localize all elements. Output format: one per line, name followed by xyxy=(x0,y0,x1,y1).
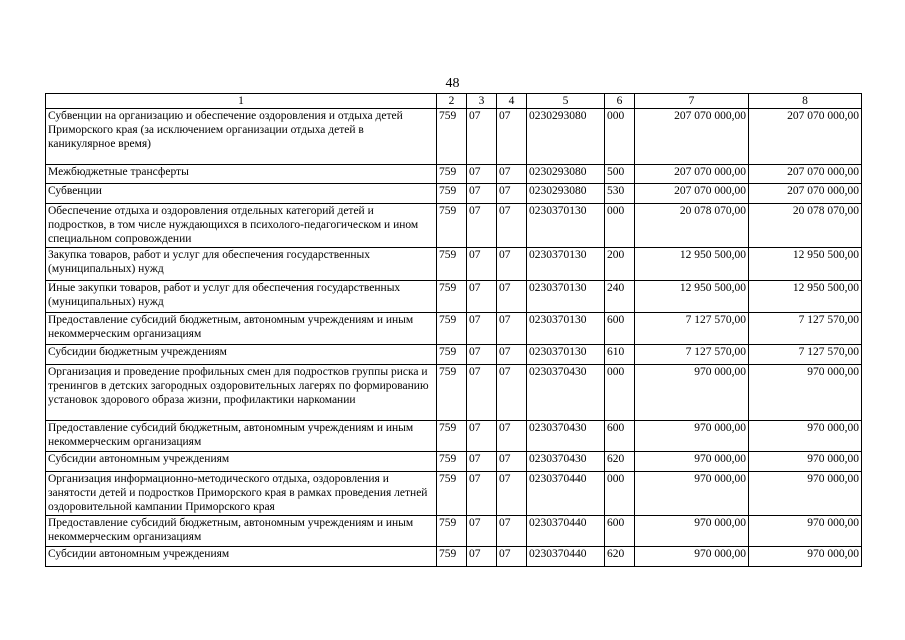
row-col-3: 07 xyxy=(467,365,497,421)
row-amount-8: 970 000,00 xyxy=(749,452,862,472)
row-col-4: 07 xyxy=(497,281,527,313)
row-col-3: 07 xyxy=(467,313,497,345)
row-col-2: 759 xyxy=(437,281,467,313)
page-number: 48 xyxy=(445,76,460,91)
row-name: Иные закупки товаров, работ и услуг для обеспечения государственных (муниципальных) нужд xyxy=(46,281,437,313)
row-col-6: 600 xyxy=(605,421,635,452)
row-col-6: 000 xyxy=(605,109,635,165)
row-col-4: 07 xyxy=(497,452,527,472)
row-name: Субвенции xyxy=(46,184,437,204)
column-header: 8 xyxy=(749,94,862,109)
row-col-5: 0230370430 xyxy=(527,452,605,472)
row-name: Обеспечение отдыха и оздоровления отдельных категорий детей и подростков, в том числе нуждающихся в психолого-педагогическом и ином специальном сопровождении xyxy=(46,204,437,248)
row-col-2: 759 xyxy=(437,184,467,204)
row-col-6: 620 xyxy=(605,452,635,472)
row-col-2: 759 xyxy=(437,248,467,281)
row-col-3: 07 xyxy=(467,472,497,516)
table-row xyxy=(46,472,862,516)
row-col-5: 0230370130 xyxy=(527,248,605,281)
row-col-2: 759 xyxy=(437,365,467,421)
row-amount-8: 970 000,00 xyxy=(749,365,862,421)
row-col-2: 759 xyxy=(437,109,467,165)
row-col-3: 07 xyxy=(467,248,497,281)
row-name: Субсидии автономным учреждениям xyxy=(46,452,437,472)
row-col-6: 000 xyxy=(605,365,635,421)
row-amount-8: 970 000,00 xyxy=(749,472,862,516)
row-amount-7: 7 127 570,00 xyxy=(635,313,749,345)
row-amount-8: 970 000,00 xyxy=(749,421,862,452)
row-col-3: 07 xyxy=(467,421,497,452)
row-col-6: 000 xyxy=(605,472,635,516)
row-col-2: 759 xyxy=(437,516,467,547)
row-col-5: 0230293080 xyxy=(527,184,605,204)
column-header: 4 xyxy=(497,94,527,109)
row-amount-8: 207 070 000,00 xyxy=(749,165,862,184)
row-col-5: 0230370430 xyxy=(527,421,605,452)
row-col-5: 0230370130 xyxy=(527,281,605,313)
row-amount-7: 970 000,00 xyxy=(635,452,749,472)
row-amount-8: 12 950 500,00 xyxy=(749,281,862,313)
row-col-6: 600 xyxy=(605,516,635,547)
row-col-5: 0230370440 xyxy=(527,472,605,516)
table-row xyxy=(46,204,862,248)
row-col-5: 0230370130 xyxy=(527,204,605,248)
table-row xyxy=(46,109,862,165)
table-row xyxy=(46,184,862,204)
table-row xyxy=(46,313,862,345)
row-col-6: 610 xyxy=(605,345,635,365)
row-col-4: 07 xyxy=(497,365,527,421)
row-amount-8: 207 070 000,00 xyxy=(749,109,862,165)
row-amount-7: 970 000,00 xyxy=(635,365,749,421)
row-col-2: 759 xyxy=(437,313,467,345)
row-col-2: 759 xyxy=(437,452,467,472)
row-name: Субсидии бюджетным учреждениям xyxy=(46,345,437,365)
column-header: 6 xyxy=(605,94,635,109)
row-name: Организация информационно-методического отдыха, оздоровления и занятости детей и подростков Приморского края в рамках проведения летней оздоровительной кампании Приморского края xyxy=(46,472,437,516)
row-amount-8: 12 950 500,00 xyxy=(749,248,862,281)
table-row xyxy=(46,248,862,281)
row-col-3: 07 xyxy=(467,109,497,165)
row-col-6: 530 xyxy=(605,184,635,204)
table-row xyxy=(46,516,862,547)
row-col-2: 759 xyxy=(437,472,467,516)
row-col-6: 240 xyxy=(605,281,635,313)
row-col-3: 07 xyxy=(467,547,497,567)
row-col-5: 0230293080 xyxy=(527,109,605,165)
column-header: 7 xyxy=(635,94,749,109)
row-col-6: 620 xyxy=(605,547,635,567)
row-col-3: 07 xyxy=(467,345,497,365)
row-col-6: 600 xyxy=(605,313,635,345)
row-amount-7: 970 000,00 xyxy=(635,421,749,452)
row-amount-7: 12 950 500,00 xyxy=(635,248,749,281)
row-col-4: 07 xyxy=(497,547,527,567)
column-header: 3 xyxy=(467,94,497,109)
row-col-4: 07 xyxy=(497,204,527,248)
row-name: Организация и проведение профильных смен для подростков группы риска и тренингов в детских загородных оздоровительных лагерях по формированию установок здорового образа жизни, профилактики наркомании xyxy=(46,365,437,421)
row-name: Предоставление субсидий бюджетным, автономным учреждениям и иным некоммерческим организациям xyxy=(46,313,437,345)
row-col-4: 07 xyxy=(497,165,527,184)
column-header: 5 xyxy=(527,94,605,109)
row-col-2: 759 xyxy=(437,345,467,365)
row-col-2: 759 xyxy=(437,204,467,248)
row-amount-7: 970 000,00 xyxy=(635,547,749,567)
column-header: 1 xyxy=(46,94,437,109)
row-amount-7: 207 070 000,00 xyxy=(635,109,749,165)
row-name: Предоставление субсидий бюджетным, автономным учреждениям и иным некоммерческим организациям xyxy=(46,516,437,547)
row-amount-7: 207 070 000,00 xyxy=(635,165,749,184)
row-col-2: 759 xyxy=(437,165,467,184)
row-amount-7: 970 000,00 xyxy=(635,516,749,547)
row-name: Субсидии автономным учреждениям xyxy=(46,547,437,567)
row-amount-8: 207 070 000,00 xyxy=(749,184,862,204)
table-row xyxy=(46,345,862,365)
row-amount-7: 20 078 070,00 xyxy=(635,204,749,248)
row-col-4: 07 xyxy=(497,184,527,204)
row-name: Закупка товаров, работ и услуг для обеспечения государственных (муниципальных) нужд xyxy=(46,248,437,281)
table-row xyxy=(46,281,862,313)
row-col-6: 200 xyxy=(605,248,635,281)
row-col-3: 07 xyxy=(467,281,497,313)
row-col-2: 759 xyxy=(437,421,467,452)
table-row xyxy=(46,421,862,452)
table-body xyxy=(46,109,862,567)
row-name: Предоставление субсидий бюджетным, автономным учреждениям и иным некоммерческим организациям xyxy=(46,421,437,452)
table-row xyxy=(46,547,862,567)
table-row xyxy=(46,165,862,184)
row-col-5: 0230370430 xyxy=(527,365,605,421)
row-col-3: 07 xyxy=(467,452,497,472)
row-col-5: 0230370130 xyxy=(527,313,605,345)
row-col-6: 500 xyxy=(605,165,635,184)
row-col-2: 759 xyxy=(437,547,467,567)
row-col-5: 0230370130 xyxy=(527,345,605,365)
row-amount-8: 20 078 070,00 xyxy=(749,204,862,248)
row-col-5: 0230370440 xyxy=(527,516,605,547)
row-amount-8: 7 127 570,00 xyxy=(749,345,862,365)
header-row xyxy=(46,94,862,109)
table-row xyxy=(46,452,862,472)
row-col-5: 0230293080 xyxy=(527,165,605,184)
budget-table xyxy=(45,93,862,567)
row-amount-8: 970 000,00 xyxy=(749,516,862,547)
table-row xyxy=(46,365,862,421)
row-amount-7: 7 127 570,00 xyxy=(635,345,749,365)
row-col-4: 07 xyxy=(497,345,527,365)
row-col-3: 07 xyxy=(467,516,497,547)
row-col-3: 07 xyxy=(467,165,497,184)
row-col-5: 0230370440 xyxy=(527,547,605,567)
row-amount-8: 7 127 570,00 xyxy=(749,313,862,345)
row-amount-7: 970 000,00 xyxy=(635,472,749,516)
row-col-6: 000 xyxy=(605,204,635,248)
row-col-4: 07 xyxy=(497,421,527,452)
row-col-3: 07 xyxy=(467,184,497,204)
row-amount-7: 207 070 000,00 xyxy=(635,184,749,204)
row-col-3: 07 xyxy=(467,204,497,248)
row-amount-8: 970 000,00 xyxy=(749,547,862,567)
row-col-4: 07 xyxy=(497,313,527,345)
row-col-4: 07 xyxy=(497,248,527,281)
row-col-4: 07 xyxy=(497,109,527,165)
row-name: Субвенции на организацию и обеспечение оздоровления и отдыха детей Приморского края (за исключением организации отдыха детей в каникулярное время) xyxy=(46,109,437,165)
column-header: 2 xyxy=(437,94,467,109)
row-col-4: 07 xyxy=(497,516,527,547)
row-amount-7: 12 950 500,00 xyxy=(635,281,749,313)
row-name: Межбюджетные трансферты xyxy=(46,165,437,184)
row-col-4: 07 xyxy=(497,472,527,516)
